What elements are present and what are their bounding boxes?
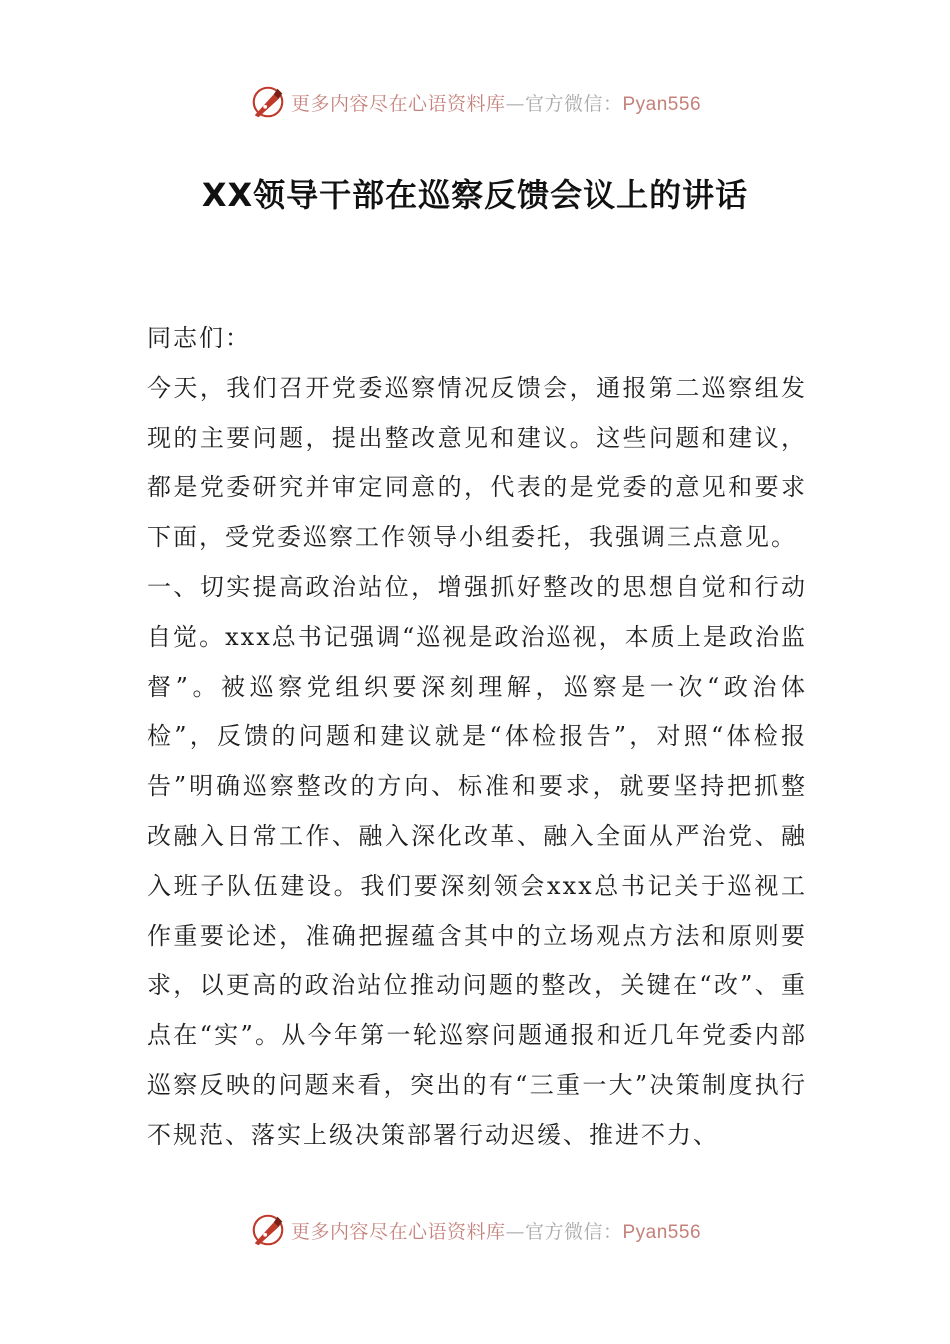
- watermark-text: 更多内容尽在心语资料库—官方微信：Pyan556: [290, 1220, 702, 1243]
- pen-nib-logo-icon: [249, 83, 287, 121]
- paragraph-1: 今天，我们召开党委巡察情况反馈会，通报第二巡察组发现的主要问题，提出整改意见和建议。这些问题和建议，都是党委研究并审定同意的，代表的是党委的意见和要求下面，受党委巡察工作领导小组委托，我强调三点意见。: [147, 373, 807, 552]
- paragraph-2: 一、切实提高政治站位，增强抓好整改的思想自觉和行动自觉。xxx总书记强调“巡视是政治巡视，本质上是政治监督”。被巡察党组织要深刻理解，巡察是一次“政治体检”，反馈的问题和建议就是“体检报告”，对照“体检报告”明确巡察整改的方向、标准和要求，就要坚持把抓整改融入日常工作、融入深化改革、融入全面从严治党、融入班子队伍建设。我们要深刻领会xxx总书记关于巡视工作重要论述，准确把握蕴含其中的立场观点方法和原则要求，以更高的政治站位推动问题的整改，关键在“改”、重点在“实”。从今年第一轮巡察问题通报和近几年党委内部巡察反映的问题来看，突出的有“三重一大”决策制度执行不规范、落实上级决策部署行动迟缓、推进不力、: [147, 572, 807, 1149]
- document-body: [147, 314, 807, 1161]
- salutation: 同志们：: [147, 324, 251, 352]
- watermark-banner-bottom: [0, 1208, 950, 1252]
- watermark-banner-top: [0, 80, 950, 124]
- watermark-text: 更多内容尽在心语资料库—官方微信：Pyan556: [290, 92, 702, 115]
- page-title: XX领导干部在巡察反馈会议上的讲话: [201, 176, 749, 214]
- pen-nib-logo-icon: [249, 1211, 287, 1249]
